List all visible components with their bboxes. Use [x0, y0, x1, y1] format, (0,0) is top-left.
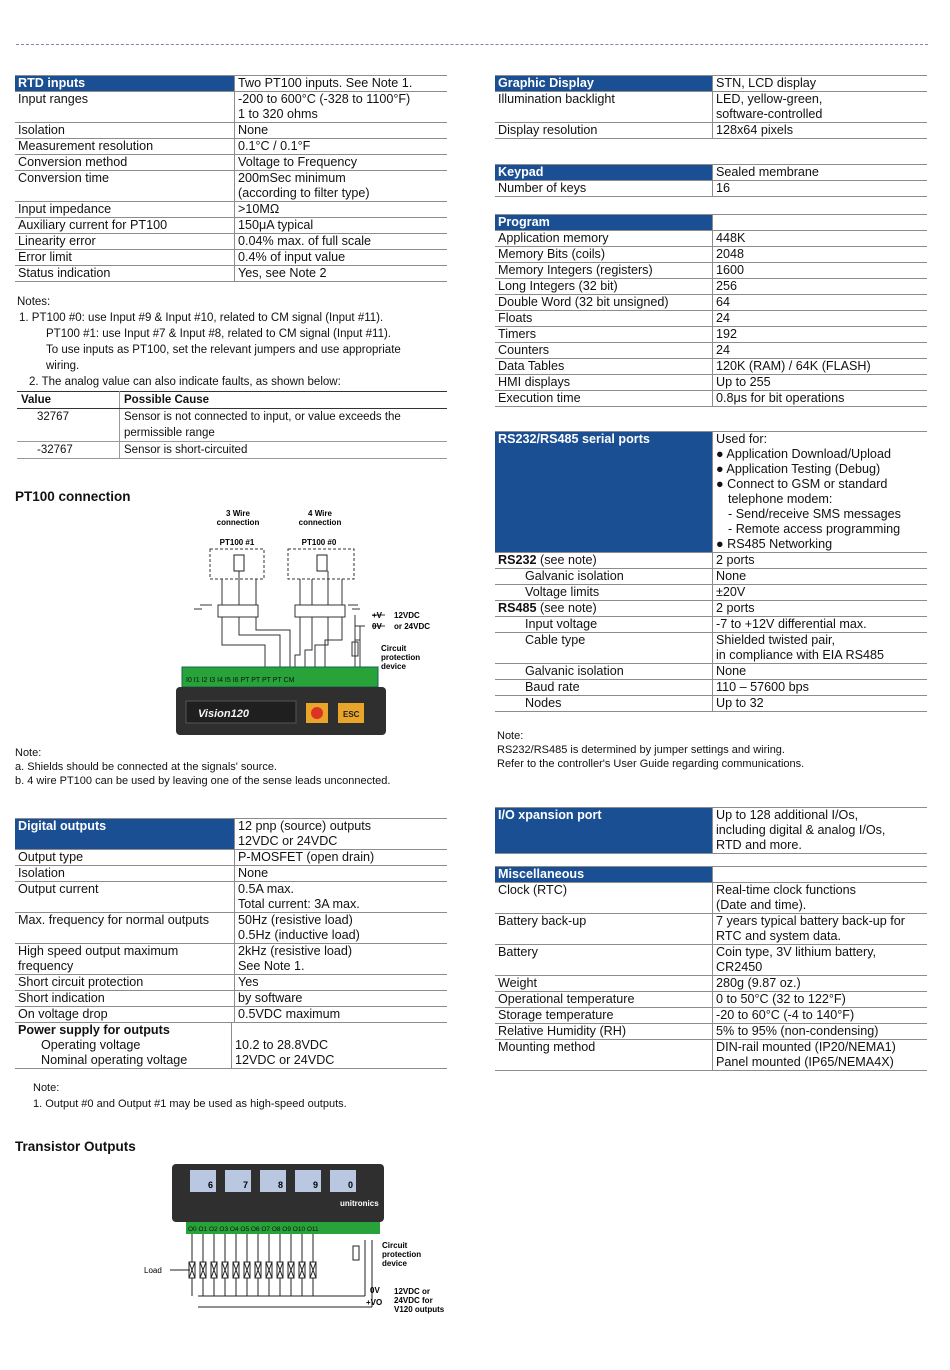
protection-label: protection: [382, 1250, 422, 1259]
table-row: [495, 295, 927, 311]
note-1b: PT100 #1: use Input #7 & Input #8, related to CM signal (Input #11).: [46, 328, 391, 340]
table-row: [495, 181, 927, 197]
spec-key: Timers: [495, 327, 713, 343]
spec-table: [495, 431, 927, 712]
spec-key: Conversion method: [15, 155, 235, 171]
table-row: [495, 279, 927, 295]
wire3-label2: connection: [216, 518, 260, 527]
spec-table: [15, 818, 447, 1023]
spec-value: STN, LCD display: [713, 76, 928, 92]
pt1-label: PT100 #1: [219, 538, 255, 547]
rs485-key: RS485 (see note): [495, 601, 713, 617]
spec-key: Keypad: [495, 165, 713, 181]
table-row: [495, 215, 927, 231]
key-label: 8: [278, 1180, 284, 1190]
table-row: [15, 234, 447, 250]
circuit-label: Circuit: [382, 1241, 408, 1250]
spec-value: 128x64 pixels: [713, 123, 928, 139]
brand-label: unitronics: [340, 1199, 379, 1208]
v0-label: 0V: [370, 1286, 380, 1295]
v12-label: 12VDC: [394, 611, 420, 620]
table-row: [495, 883, 927, 914]
spec-value: >10MΩ: [235, 202, 448, 218]
spec-value: DIN-rail mounted (IP20/NEMA1) Panel mounted (IP65/NEMA4X): [713, 1040, 928, 1071]
input-voltage-value: -7 to +12V differential max.: [713, 617, 928, 633]
cable-type-key: Cable type: [495, 633, 713, 664]
fault-head-cause: Possible Cause: [120, 392, 448, 409]
nom-volt-key: Nominal operating voltage: [15, 1053, 232, 1069]
spec-value: 280g (9.87 oz.): [713, 976, 928, 992]
spec-key: Input impedance: [15, 202, 235, 218]
program-table: [495, 214, 927, 407]
load-symbol: [200, 1234, 206, 1296]
spec-key: Weight: [495, 976, 713, 992]
spec-key: Output type: [15, 850, 235, 866]
table-row: [15, 975, 447, 991]
table-row: [495, 76, 927, 92]
spec-value: None: [235, 123, 448, 139]
spec-key: Double Word (32 bit unsigned): [495, 295, 713, 311]
v0-label: 0V: [372, 622, 382, 631]
v24-label: 24VDC for: [394, 1296, 433, 1305]
spec-value: P-MOSFET (open drain): [235, 850, 448, 866]
spec-key: Auxiliary current for PT100: [15, 218, 235, 234]
spec-key: On voltage drop: [15, 1007, 235, 1023]
vision-logo: Vision120: [198, 708, 249, 720]
spec-value: 0 to 50°C (32 to 122°F): [713, 992, 928, 1008]
serial-notes: [497, 729, 927, 771]
spec-key: Output current: [15, 882, 235, 913]
fault-cause: Sensor is not connected to input, or value exceeds the permissible range: [120, 409, 448, 442]
note-2: Refer to the controller's User Guide regarding communications.: [497, 758, 805, 770]
load-symbol: [288, 1234, 294, 1296]
spec-value: 0.04% max. of full scale: [235, 234, 448, 250]
note-1: RS232/RS485 is determined by jumper settings and wiring.: [497, 744, 785, 756]
spec-value: 16: [713, 181, 928, 197]
table-row: [15, 850, 447, 866]
spec-value: Up to 128 additional I/Os, including digital & analog I/Os, RTD and more.: [713, 808, 928, 854]
table-row: [495, 92, 927, 123]
rs485-value: 2 ports: [713, 601, 928, 617]
op-volt-value: 10.2 to 28.8VDC: [235, 1038, 329, 1052]
table-row: [15, 218, 447, 234]
table-row: [15, 866, 447, 882]
spec-key: Illumination backlight: [495, 92, 713, 123]
spec-key: Operational temperature: [495, 992, 713, 1008]
table-row: [15, 882, 447, 913]
note-1d: wiring.: [46, 360, 80, 372]
key-label: 6: [208, 1180, 214, 1190]
spec-value: Up to 255: [713, 375, 928, 391]
note-1c: To use inputs as PT100, set the relevant jumpers and use appropriate: [46, 344, 401, 356]
top-dashed-divider: [16, 44, 928, 45]
fault-head-value: Value: [17, 392, 120, 409]
spec-key: Data Tables: [495, 359, 713, 375]
spec-value: 0.4% of input value: [235, 250, 448, 266]
fault-value: 32767: [17, 409, 120, 442]
spec-key: I/O xpansion port: [495, 808, 713, 854]
spec-key: Digital outputs: [15, 819, 235, 850]
spec-table: [495, 214, 927, 407]
spec-value: 0.5A max. Total current: 3A max.: [235, 882, 448, 913]
spec-table: [495, 75, 927, 139]
spec-table: [495, 164, 927, 197]
load-symbol: [277, 1234, 283, 1296]
spec-value: -200 to 600°C (-328 to 1100°F) 1 to 320 ohms: [235, 92, 448, 123]
keypad-table: [495, 164, 927, 197]
table-row: [495, 231, 927, 247]
graphic-display-table: [495, 75, 927, 139]
nodes-value: Up to 32: [713, 696, 928, 712]
device-label: device: [382, 1259, 407, 1268]
key-label: 9: [313, 1180, 319, 1190]
power-supply-table: [15, 1023, 447, 1069]
spec-value: 0.8μs for bit operations: [713, 391, 928, 407]
spec-value: 448K: [713, 231, 928, 247]
vo-label: +VO: [366, 1298, 383, 1307]
table-row: [495, 1024, 927, 1040]
spec-value: 150μA typical: [235, 218, 448, 234]
table-row: [495, 311, 927, 327]
spec-key: Short indication: [15, 991, 235, 1007]
table-row: [15, 171, 447, 202]
spec-key: Miscellaneous: [495, 867, 713, 883]
key-label: 7: [243, 1180, 249, 1190]
spec-value: Coin type, 3V lithium battery, CR2450: [713, 945, 928, 976]
load-symbol: [266, 1234, 272, 1296]
pt0-resistor: [317, 555, 327, 571]
spec-value: 200mSec minimum (according to filter type): [235, 171, 448, 202]
spec-key: Storage temperature: [495, 1008, 713, 1024]
pt100-section-title: PT100 connection: [15, 489, 131, 504]
rtd-notes: [17, 294, 449, 390]
spec-key: Relative Humidity (RH): [495, 1024, 713, 1040]
spec-key: Floats: [495, 311, 713, 327]
table-row: [495, 945, 927, 976]
spec-value: 2048: [713, 247, 928, 263]
table-row: [495, 914, 927, 945]
table-row: [15, 155, 447, 171]
spec-value: LED, yellow-green, software-controlled: [713, 92, 928, 123]
pt0-box: [288, 549, 354, 579]
misc-table: [495, 866, 927, 1071]
spec-key: Error limit: [15, 250, 235, 266]
table-row: [495, 867, 927, 883]
spec-table: [495, 866, 927, 1071]
rs232-key: RS232 (see note): [495, 553, 713, 569]
spec-value: -20 to 60°C (-4 to 140°F): [713, 1008, 928, 1024]
table-row: [15, 991, 447, 1007]
nom-volt-value: 12VDC or 24VDC: [232, 1053, 448, 1069]
serial-used-for: Used for: ● Application Download/Upload ● Application Testing (Debug) ● Connect to GSM or standard telephone modem: - Send/receive SMS messages - Remote access programming ● RS485 Networking: [713, 432, 928, 553]
spec-key: Conversion time: [15, 171, 235, 202]
op-volt-key: Operating voltage: [15, 1038, 232, 1053]
v120-label: V120 outputs: [394, 1305, 445, 1314]
fault-table-wrap: [17, 391, 447, 459]
v12-label: 12VDC or: [394, 1287, 431, 1296]
note-2: 2. The analog value can also indicate faults, as shown below:: [29, 376, 341, 388]
spec-key: Memory Integers (registers): [495, 263, 713, 279]
io-expansion-table: [495, 807, 927, 854]
spec-value: [713, 215, 928, 231]
spec-key: Linearity error: [15, 234, 235, 250]
table-row: [15, 944, 447, 975]
table-row: [495, 992, 927, 1008]
spec-key: Isolation: [15, 123, 235, 139]
load-symbol: [189, 1234, 195, 1296]
spec-key: Isolation: [15, 866, 235, 882]
note-title: Note:: [497, 730, 524, 742]
nodes-key: Nodes: [495, 696, 713, 712]
baud-key: Baud rate: [495, 680, 713, 696]
spec-key: Graphic Display: [495, 76, 713, 92]
wire4-label: 4 Wire: [308, 509, 332, 518]
table-row: [495, 123, 927, 139]
table-row: [495, 343, 927, 359]
note-1a: 1. PT100 #0: use Input #9 & Input #10, related to CM signal (Input #11).: [19, 312, 384, 324]
spec-value: 256: [713, 279, 928, 295]
table-row: [15, 202, 447, 218]
load-symbol: [233, 1234, 239, 1296]
load-symbol: [244, 1234, 250, 1296]
spec-key: Max. frequency for normal outputs: [15, 913, 235, 944]
device-label: device: [381, 662, 406, 671]
note-b: b. 4 wire PT100 can be used by leaving one of the sense leads unconnected.: [15, 775, 391, 787]
transistor-section-title: Transistor Outputs: [15, 1139, 136, 1154]
spec-key: Execution time: [495, 391, 713, 407]
spec-value: by software: [235, 991, 448, 1007]
spec-value: Two PT100 inputs. See Note 1.: [235, 76, 448, 92]
digital-notes: [33, 1080, 453, 1112]
wire4-label2: connection: [298, 518, 342, 527]
spec-value: Yes, see Note 2: [235, 266, 448, 282]
spec-value: None: [235, 866, 448, 882]
terminal-labels: I0 I1 I2 I3 I4 I5 I6 PT PT PT PT CM: [186, 677, 295, 684]
pt1-resistor: [234, 555, 244, 571]
cable-type-value: Shielded twisted pair, in compliance with EIA RS485: [713, 633, 928, 664]
table-row: [495, 1008, 927, 1024]
terminal-labels: O0 O1 O2 O3 O4 O5 O6 O7 O8 O9 O10 O11: [188, 1226, 319, 1233]
table-row: [15, 1007, 447, 1023]
table-row: [495, 808, 927, 854]
load-symbol: [310, 1234, 316, 1296]
galvanic-value: None: [713, 569, 928, 585]
pt100-notes: [15, 746, 455, 788]
spec-table: [15, 75, 447, 282]
spec-value: 64: [713, 295, 928, 311]
table-row: [15, 819, 447, 850]
wire3-label: 3 Wire: [226, 509, 250, 518]
note-title: Note:: [15, 747, 42, 759]
pt0-label: PT100 #0: [301, 538, 337, 547]
table-row: [495, 247, 927, 263]
spec-value: 7 years typical battery back-up for RTC and system data.: [713, 914, 928, 945]
spec-value: 5% to 95% (non-condensing): [713, 1024, 928, 1040]
galvanic2-key: Galvanic isolation: [495, 664, 713, 680]
spec-key: Display resolution: [495, 123, 713, 139]
power-title: Power supply for outputs: [15, 1023, 232, 1038]
load-symbol: [299, 1234, 305, 1296]
spec-key: High speed output maximum frequency: [15, 944, 235, 975]
spec-key: Counters: [495, 343, 713, 359]
protection-label: protection: [381, 653, 421, 662]
fault-value: -32767: [17, 442, 120, 459]
load-label: Load: [144, 1266, 162, 1275]
spec-value: Voltage to Frequency: [235, 155, 448, 171]
spec-value: 120K (RAM) / 64K (FLASH): [713, 359, 928, 375]
spec-key: RTD inputs: [15, 76, 235, 92]
spec-key: Memory Bits (coils): [495, 247, 713, 263]
spec-key: Long Integers (32 bit): [495, 279, 713, 295]
voltage-limits-value: ±20V: [713, 585, 928, 601]
galvanic2-value: None: [713, 664, 928, 680]
rtd-inputs-table: [15, 75, 447, 282]
serial-ports-table: [495, 431, 927, 712]
spec-value: Sealed membrane: [713, 165, 928, 181]
spec-value: 0.5VDC maximum: [235, 1007, 448, 1023]
transistor-output-diagram: [140, 1160, 460, 1320]
spec-value: 0.1°C / 0.1°F: [235, 139, 448, 155]
esc-label: ESC: [343, 710, 360, 719]
spec-key: Clock (RTC): [495, 883, 713, 914]
v24-label: or 24VDC: [394, 622, 431, 631]
spec-key: Status indication: [15, 266, 235, 282]
pt100-connection-diagram: [160, 505, 450, 740]
spec-key: Application memory: [495, 231, 713, 247]
table-row: [15, 250, 447, 266]
table-row: [495, 391, 927, 407]
table-row: [495, 375, 927, 391]
spec-value: [713, 867, 928, 883]
rs232-value: 2 ports: [713, 553, 928, 569]
spec-key: Measurement resolution: [15, 139, 235, 155]
table-row: [495, 327, 927, 343]
spec-value: 192: [713, 327, 928, 343]
table-row: [15, 76, 447, 92]
table-row: [15, 92, 447, 123]
table-row: [15, 139, 447, 155]
note-a: a. Shields should be connected at the signals' source.: [15, 761, 277, 773]
serial-header: RS232/RS485 serial ports: [495, 432, 713, 553]
spec-key: Battery back-up: [495, 914, 713, 945]
input-voltage-key: Input voltage: [495, 617, 713, 633]
key-label: 0: [348, 1180, 354, 1190]
note-1: 1. Output #0 and Output #1 may be used as high-speed outputs.: [33, 1098, 347, 1110]
pt1-box: [210, 549, 264, 579]
fault-table: [17, 391, 447, 459]
spec-key: Number of keys: [495, 181, 713, 197]
voltage-limits-key: Voltage limits: [495, 585, 713, 601]
digital-outputs-table: [15, 818, 447, 1069]
spec-value: 2kHz (resistive load) See Note 1.: [235, 944, 448, 975]
vplus-label: +V: [372, 611, 383, 620]
spec-value: Real-time clock functions (Date and time).: [713, 883, 928, 914]
load-symbol: [211, 1234, 217, 1296]
table-row: [15, 123, 447, 139]
spec-key: Short circuit protection: [15, 975, 235, 991]
spec-key: Mounting method: [495, 1040, 713, 1071]
spec-key: HMI displays: [495, 375, 713, 391]
note-title: Note:: [33, 1082, 60, 1094]
spec-value: Yes: [235, 975, 448, 991]
spec-key: Input ranges: [15, 92, 235, 123]
table-row: [495, 976, 927, 992]
spec-value: 12 pnp (source) outputs 12VDC or 24VDC: [235, 819, 448, 850]
load-symbol: [255, 1234, 261, 1296]
table-row: [15, 266, 447, 282]
table-row: [495, 263, 927, 279]
baud-value: 110 – 57600 bps: [713, 680, 928, 696]
spec-value: 24: [713, 343, 928, 359]
spec-key: Battery: [495, 945, 713, 976]
table-row: [15, 913, 447, 944]
load-symbol: [222, 1234, 228, 1296]
table-row: [495, 1040, 927, 1071]
spec-value: 24: [713, 311, 928, 327]
spec-value: 50Hz (resistive load) 0.5Hz (inductive load): [235, 913, 448, 944]
table-row: [495, 165, 927, 181]
notes-title: Notes:: [17, 296, 51, 308]
circuit-label: Circuit: [381, 644, 407, 653]
spec-key: Program: [495, 215, 713, 231]
galvanic-key: Galvanic isolation: [495, 569, 713, 585]
table-row: [495, 359, 927, 375]
spec-value: 1600: [713, 263, 928, 279]
fault-cause: Sensor is short-circuited: [120, 442, 448, 459]
spec-table: [495, 807, 927, 854]
